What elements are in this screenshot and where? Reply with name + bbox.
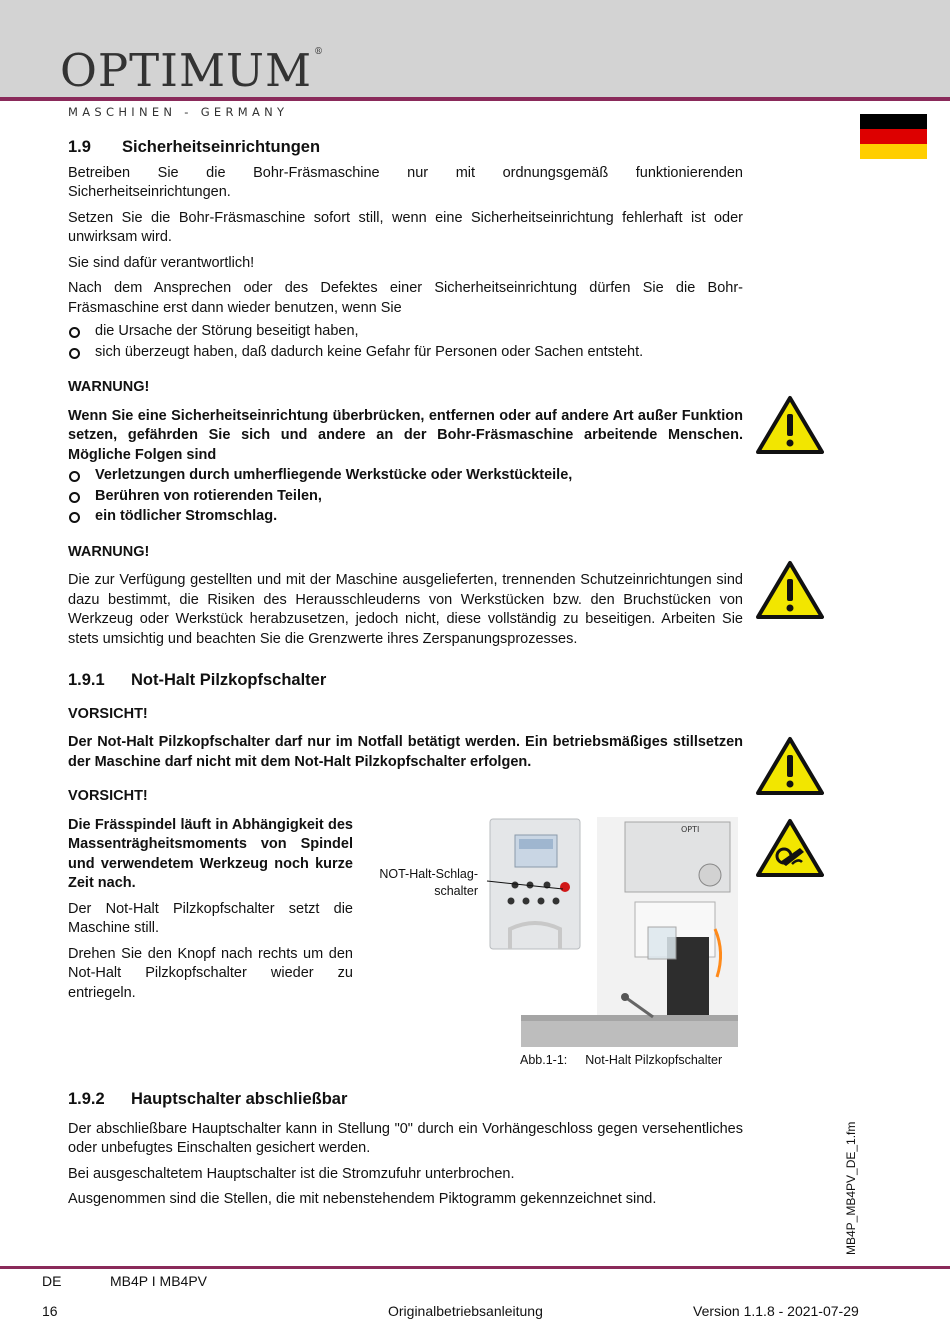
warning-title: WARNUNG! [68, 379, 150, 395]
figure-reference: Abb.1-1: [520, 1053, 568, 1067]
caution-sign-icon [756, 736, 824, 796]
warning-text: Die zur Verfügung gestellten und mit der Maschine ausgelieferten, trennenden Schutzeinrichtungen sind dazu bestimmt, die Risiken des Herausschleuderns von Werkstücken bzw. den Bruchstücken von Werkzeug oder Werkstück herabzusetzen, jedoch nicht, diese vollständig zu beseitigen. Arbeiten Sie stets umsichtig und beachten Sie die Grenzwerte ihres Zerspanungsprozesses. [68, 572, 743, 647]
section-number: 1.9 [68, 138, 91, 156]
footer-rule [0, 1266, 950, 1269]
list-item [68, 343, 743, 363]
subsection-title: Hauptschalter abschließbar [131, 1090, 348, 1108]
machine-photo [485, 817, 738, 1047]
bullet-list [68, 322, 743, 362]
bullet-icon [69, 348, 80, 359]
logo-subtitle: MASCHINEN - GERMANY [68, 105, 289, 119]
warning-sign-icon [756, 395, 824, 455]
optimum-logo [60, 44, 325, 97]
subsection-number: 1.9.1 [68, 671, 105, 689]
paragraph: Betreiben Sie die Bohr-Fräsmaschine nur mit ordnungsgemäß funktionierenden Sicherheitseinrichtungen. [68, 164, 743, 200]
machine-brand-label: OPTI [681, 825, 700, 834]
figure-callout-line: schalter [434, 884, 478, 898]
list-item-text: ein tödlicher Stromschlag. [95, 508, 278, 524]
paragraph: Bei ausgeschaltetem Hauptschalter ist die Stromzufuhr unterbrochen. [68, 1165, 515, 1182]
subsection-heading [68, 1090, 743, 1110]
list-item [68, 487, 743, 507]
section-heading [68, 138, 743, 158]
footer-language: DE [42, 1273, 62, 1289]
paragraph: Der Not-Halt Pilzkopfschalter setzt die Maschine still. [68, 900, 353, 936]
paragraph: Der abschließbare Hauptschalter kann in Stellung "0" durch ein Vorhängeschloss gegen versehentliches oder unbefugtes Einschalten gesichert werden. [68, 1120, 743, 1156]
caution-title: VORSICHT! [68, 705, 148, 722]
list-item-text: sich überzeugt haben, daß dadurch keine Gefahr für Personen oder Sachen entsteht. [95, 343, 644, 360]
figure-caption [520, 1053, 722, 1067]
header-rule [0, 97, 950, 101]
paragraph: Drehen Sie den Knopf nach rechts um den Not-Halt Pilzkopfschalter wieder zu entriegeln. [68, 945, 353, 1001]
footer-document-title: Originalbetriebsanleitung [388, 1303, 543, 1319]
figure-callout-line: NOT-Halt-Schlag- [379, 867, 478, 881]
file-name-note: MB4P_MB4PV_DE_1.fm [844, 1121, 858, 1255]
logo-text: OPTIMUM [60, 44, 313, 97]
list-item-text: Verletzungen durch umherfliegende Werkstücke oder Werkstückteile, [95, 467, 573, 483]
paragraph: Setzen Sie die Bohr-Fräsmaschine sofort still, wenn eine Sicherheitseinrichtung fehlerhaft ist oder unwirksam wird. [68, 209, 743, 245]
figure-callout-label [374, 866, 478, 900]
list-item-text: Berühren von rotierenden Teilen, [95, 487, 322, 504]
warning-text: Wenn Sie eine Sicherheitseinrichtung überbrücken, entfernen oder auf andere Art außer Funktion setzen, gefährden Sie sich und andere an der Bohr-Fräsmaschine arbeitende Menschen. Mögliche Folgen sind [68, 407, 743, 463]
paragraph: Sie sind dafür verantwortlich! [68, 254, 255, 271]
bullet-icon [69, 492, 80, 503]
figure-caption-text: Not-Halt Pilzkopfschalter [585, 1053, 723, 1067]
caution-text: Die Frässpindel läuft in Abhängigkeit des Massenträgheitsmoments von Spindel und verwendetem Werkzeug noch kurze Zeit nach. [68, 816, 353, 891]
subsection-title: Not-Halt Pilzkopfschalter [131, 671, 327, 689]
caution-text: Der Not-Halt Pilzkopfschalter darf nur im Notfall betätigt werden. Ein betriebsmäßiges stillsetzen der Maschine darf nicht mit dem Not-Halt Pilzkopfschalter erfolgen. [68, 734, 743, 770]
warning-bullet-list [68, 466, 743, 527]
caution-title: VORSICHT! [68, 788, 148, 804]
warning-title: WARNUNG! [68, 543, 150, 560]
list-item [68, 466, 743, 486]
logo-registered-mark: ® [314, 47, 325, 57]
section-1-9-2 [68, 1090, 743, 1216]
section-title: Sicherheitseinrichtungen [122, 138, 321, 156]
paragraph: Nach dem Ansprechen oder des Defektes einer Sicherheitseinrichtung dürfen Sie die Bohr-Fräsmaschine erst dann wieder benutzen, wenn Sie [68, 280, 743, 316]
german-flag-icon [860, 114, 927, 159]
list-item-text: die Ursache der Störung beseitigt haben, [95, 323, 359, 339]
footer-model: MB4P I MB4PV [110, 1273, 208, 1289]
paragraph: Ausgenommen sind die Stellen, die mit nebenstehendem Piktogramm gekennzeichnet sind. [68, 1191, 657, 1207]
list-item [68, 322, 743, 342]
page-number: 16 [42, 1303, 58, 1319]
subsection-number: 1.9.2 [68, 1090, 105, 1108]
list-item [68, 507, 743, 527]
bullet-icon [69, 327, 80, 338]
bullet-icon [69, 471, 80, 482]
subsection-heading [68, 671, 743, 691]
footer-version: Version 1.1.8 - 2021-07-29 [693, 1303, 859, 1319]
warning-sign-icon [756, 560, 824, 620]
bullet-icon [69, 512, 80, 523]
rotating-parts-hazard-icon [756, 818, 824, 878]
